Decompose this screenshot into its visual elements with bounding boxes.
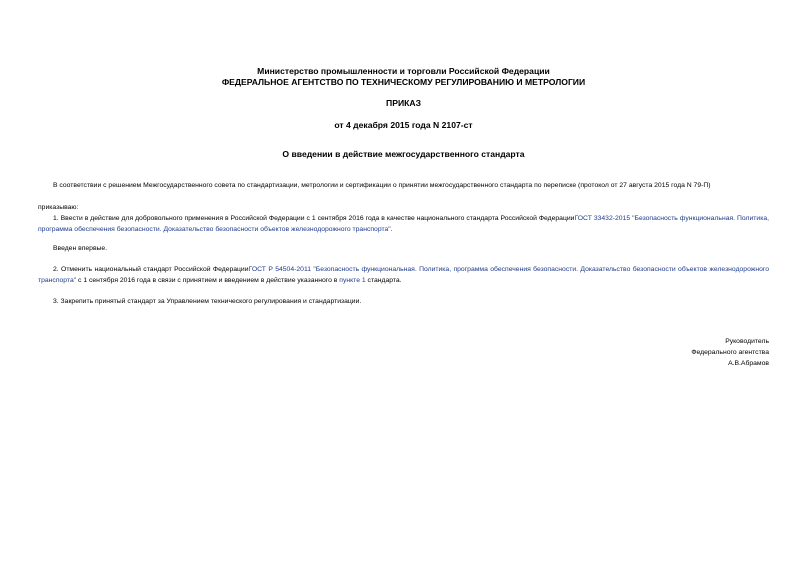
- document-title: О введении в действие межгосударственного стандарта: [282, 149, 525, 159]
- item-2-tail: стандарта.: [365, 277, 402, 284]
- item-1-paragraph: [38, 213, 769, 235]
- item-2-middle: с 1 сентября 2016 года в связи с принятием и введением в действие указанного в: [76, 277, 340, 284]
- signatory-position-line-1: Руководитель: [725, 338, 769, 345]
- preamble-paragraph: В соответствии с решением Межгосударственного совета по стандартизации, метрологии и сертификации о принятии межгосударственного стандарта по переписке (протокол от 27 августа 2015 года N 79-П): [53, 182, 711, 189]
- item-1-tail: .: [390, 226, 393, 233]
- document-date-number: от 4 декабря 2015 года N 2107-ст: [334, 120, 473, 130]
- item-1-lead: 1. Ввести в действие для добровольного применения в Российской Федерации с 1 сентября 2016 года в качестве национального стандарта Российской Федерации: [53, 215, 575, 222]
- signatory-name: А.В.Абрамов: [728, 360, 769, 367]
- item-3-paragraph: 3. Закрепить принятый стандарт за Управлением технического регулирования и стандартизации.: [53, 298, 362, 305]
- item-2-clause-link[interactable]: пункте 1: [339, 277, 366, 284]
- agency-name: ФЕДЕРАЛЬНОЕ АГЕНТСТВО ПО ТЕХНИЧЕСКОМУ РЕГУЛИРОВАНИЮ И МЕТРОЛОГИИ: [221, 77, 586, 87]
- order-word: приказываю:: [38, 204, 79, 211]
- item-2-paragraph: [38, 264, 769, 286]
- signatory-position-line-2: Федерального агентства: [691, 349, 769, 356]
- item-2-lead: 2. Отменить национальный стандарт Российской Федерации: [53, 266, 249, 273]
- item-1-standard-link[interactable]: ГОСТ 33432-2015 "Безопасность функциональная. Политика, программа обеспечения безопасности. Доказательство безопасности объектов железнодорожного транспорта": [38, 215, 769, 233]
- introduced-first-note: Введен впервые.: [53, 245, 108, 252]
- ministry-name: Министерство промышленности и торговли Российской Федерации: [257, 66, 550, 76]
- item-2-standard-link[interactable]: ГОСТ Р 54504-2011 "Безопасность функциональная. Политика, программа обеспечения безопасности. Доказательство безопасности объектов железнодорожного транспорта": [38, 266, 769, 284]
- document-type: ПРИКАЗ: [386, 98, 421, 108]
